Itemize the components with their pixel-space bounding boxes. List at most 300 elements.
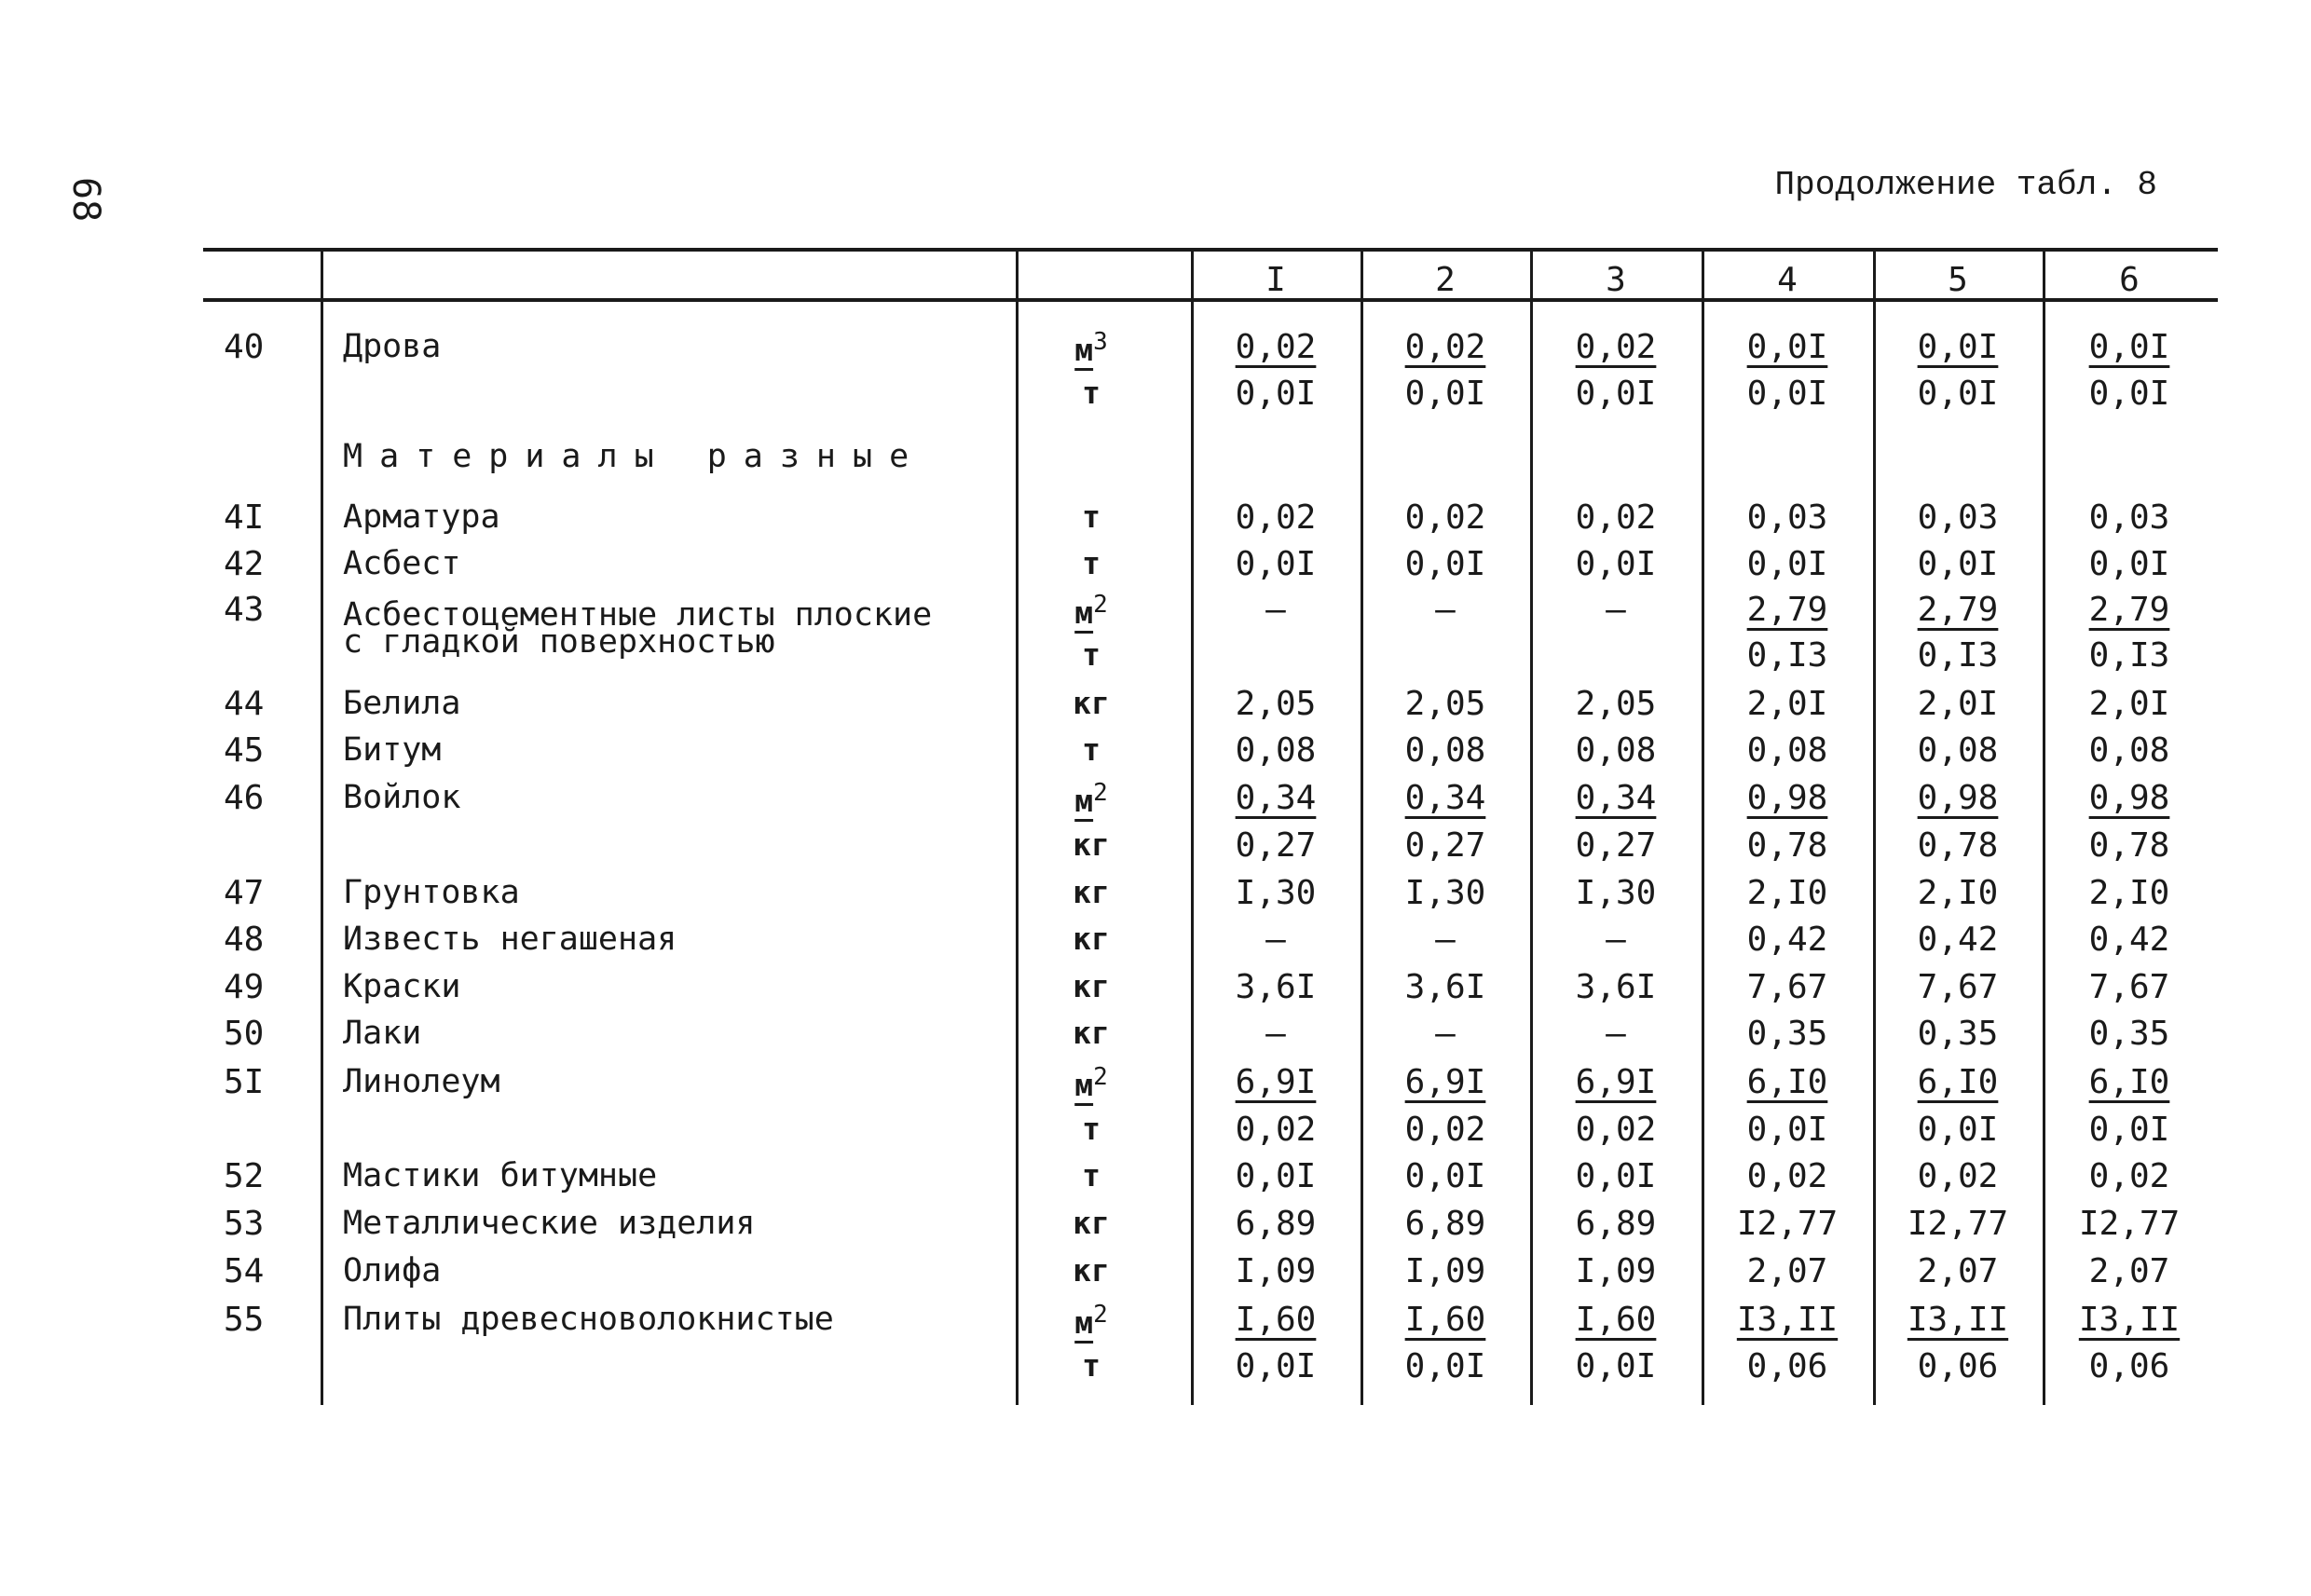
cell-value: [1874, 779, 2042, 817]
material-name: Белила: [343, 685, 461, 722]
cell-value: [2045, 921, 2213, 959]
table-row: [0, 731, 2311, 776]
cell-text: 0,42: [2088, 921, 2170, 959]
cell-text: 0,0I: [1917, 545, 1999, 583]
cell-text: 0,06: [1917, 1347, 1999, 1385]
material-name: Металлические изделия: [343, 1205, 756, 1242]
unit-label: [1053, 545, 1129, 581]
cell-text: I,30: [1235, 874, 1317, 912]
cell-text: 0,78: [2088, 826, 2170, 865]
cell-text: –: [1435, 1015, 1456, 1053]
cell-text: 0,06: [2088, 1347, 2170, 1385]
cell-value: [1874, 731, 2042, 770]
unit-base: кг: [1073, 874, 1110, 910]
cell-value: [1874, 375, 2042, 413]
cell-value: [2045, 685, 2213, 723]
cell-value: [1703, 826, 1871, 865]
cell-text: 0,0I: [1746, 1111, 1828, 1149]
cell-text: 2,79: [2088, 591, 2170, 629]
cell-value: [1874, 591, 2042, 629]
cell-text: 0,02: [1575, 498, 1657, 537]
row-number: 48: [224, 921, 265, 959]
cell-value: [1532, 1301, 1700, 1339]
cell-value: [1874, 1205, 2042, 1243]
table-row: [0, 685, 2311, 730]
cell-value: [2045, 1063, 2213, 1101]
cell-text: 0,0I: [1404, 545, 1486, 583]
cell-text: 6,9I: [1235, 1063, 1317, 1101]
cell-value: [1192, 1347, 1360, 1385]
material-name: Краски: [343, 968, 461, 1005]
material-name: Асбестоцементные листы плоские: [343, 596, 933, 634]
cell-value: [1532, 591, 1700, 629]
cell-text: 6,I0: [2088, 1063, 2170, 1101]
cell-text: I2,77: [1736, 1205, 1839, 1243]
table-row: [0, 328, 2311, 373]
table-row: [0, 1301, 2311, 1345]
cell-value: [2045, 968, 2213, 1006]
cell-text: 6,89: [1235, 1205, 1317, 1243]
cell-text: 0,35: [1917, 1015, 1999, 1053]
cell-value: [1703, 685, 1871, 723]
cell-text: 0,I3: [1917, 636, 1999, 675]
table-row: [0, 968, 2311, 1013]
cell-value: [2045, 498, 2213, 537]
cell-value: [1874, 636, 2042, 675]
cell-text: 6,I0: [1917, 1063, 1999, 1101]
unit-label: [1053, 1347, 1129, 1384]
cell-text: 0,08: [1404, 731, 1486, 770]
cell-text: 3,6I: [1235, 968, 1317, 1006]
unit-exponent: 2: [1093, 591, 1108, 619]
cell-text: 0,27: [1235, 826, 1317, 865]
cell-value: [1703, 779, 1871, 817]
cell-text: 0,02: [2088, 1157, 2170, 1195]
cell-value: [1874, 1157, 2042, 1195]
unit-label: [1053, 968, 1129, 1004]
cell-value: [1192, 498, 1360, 537]
cell-text: I,09: [1404, 1252, 1486, 1290]
cell-value: [1532, 685, 1700, 723]
cell-text: 0,03: [1746, 498, 1828, 537]
cell-text: 0,0I: [1235, 545, 1317, 583]
cell-value: [1874, 498, 2042, 537]
cell-text: I3,II: [1907, 1301, 2009, 1339]
cell-value: [1361, 874, 1529, 912]
table-row: [0, 498, 2311, 543]
cell-text: –: [1265, 1015, 1286, 1053]
cell-text: 0,0I: [2088, 328, 2170, 366]
cell-text: 2,0I: [1746, 685, 1828, 723]
cell-value: [1361, 498, 1529, 537]
cell-text: 0,0I: [2088, 375, 2170, 413]
cell-value: [1703, 1015, 1871, 1053]
cell-text: 0,02: [1404, 498, 1486, 537]
unit-base: кг: [1073, 1205, 1110, 1241]
cell-text: 0,02: [1575, 1111, 1657, 1149]
cell-text: I,30: [1575, 874, 1657, 912]
cell-value: [2045, 1111, 2213, 1149]
cell-value: [1703, 636, 1871, 675]
cell-text: –: [1265, 591, 1286, 629]
unit-label: [1053, 1205, 1129, 1241]
cell-text: –: [1435, 591, 1456, 629]
unit-label: [1053, 591, 1129, 631]
cell-value: [1192, 591, 1360, 629]
material-name: Грунтовка: [343, 874, 520, 911]
cell-value: [1192, 1015, 1360, 1053]
cell-text: 0,I3: [2088, 636, 2170, 675]
unit-label: [1053, 921, 1129, 957]
cell-value: [1703, 1301, 1871, 1339]
material-name: Войлок: [343, 779, 461, 816]
row-number: 49: [224, 968, 265, 1006]
unit-base: т: [1082, 1111, 1101, 1147]
table-row: [0, 874, 2311, 919]
unit-base: кг: [1073, 968, 1110, 1004]
cell-text: –: [1606, 921, 1626, 959]
row-number: 45: [224, 731, 265, 770]
cell-value: [1532, 1015, 1700, 1053]
cell-text: 2,0I: [1917, 685, 1999, 723]
cell-text: 0,34: [1235, 779, 1317, 817]
cell-text: 0,02: [1235, 1111, 1317, 1149]
cell-text: 0,0I: [1404, 1347, 1486, 1385]
unit-label: [1053, 874, 1129, 910]
cell-value: [1532, 1347, 1700, 1385]
cell-value: [2045, 545, 2213, 583]
cell-text: 0,27: [1404, 826, 1486, 865]
cell-value: [1361, 1111, 1529, 1149]
cell-text: 0,03: [2088, 498, 2170, 537]
material-name: Лаки: [343, 1015, 422, 1052]
cell-value: [1703, 1347, 1871, 1385]
cell-value: [2045, 731, 2213, 770]
cell-value: [1532, 1157, 1700, 1195]
cell-text: 0,0I: [1404, 1157, 1486, 1195]
cell-value: [1874, 545, 2042, 583]
cell-value: [2045, 1252, 2213, 1290]
cell-value: [1532, 968, 1700, 1006]
cell-text: 0,06: [1746, 1347, 1828, 1385]
cell-value: [1361, 685, 1529, 723]
cell-value: [1192, 921, 1360, 959]
unit-label: [1053, 1063, 1129, 1103]
cell-value: [1192, 545, 1360, 583]
unit-label: [1053, 636, 1129, 673]
unit-label: [1053, 685, 1129, 721]
cell-value: [2045, 375, 2213, 413]
cell-value: [1361, 1347, 1529, 1385]
table-row: [0, 623, 2311, 681]
unit-base: м: [1074, 1067, 1094, 1103]
cell-text: 0,0I: [1575, 375, 1657, 413]
column-header-3: 3: [1606, 261, 1626, 299]
cell-value: [1361, 1252, 1529, 1290]
cell-text: 0,0I: [2088, 1111, 2170, 1149]
cell-text: 0,42: [1917, 921, 1999, 959]
cell-value: [1874, 1301, 2042, 1339]
cell-value: [1703, 1063, 1871, 1101]
cell-value: [2045, 779, 2213, 817]
table-row: [0, 1111, 2311, 1155]
cell-value: [1532, 874, 1700, 912]
cell-text: 0,0I: [1917, 328, 1999, 366]
cell-value: [1192, 375, 1360, 413]
cell-text: 0,0I: [1575, 545, 1657, 583]
cell-value: [1361, 1015, 1529, 1053]
unit-base: кг: [1073, 1015, 1110, 1051]
cell-text: 0,42: [1746, 921, 1828, 959]
cell-value: [1703, 1252, 1871, 1290]
cell-text: 2,I0: [1917, 874, 1999, 912]
cell-text: 3,6I: [1404, 968, 1486, 1006]
cell-text: 0,0I: [1404, 375, 1486, 413]
table-row: [0, 826, 2311, 871]
cell-value: [1361, 921, 1529, 959]
cell-value: [1703, 921, 1871, 959]
cell-value: [1361, 375, 1529, 413]
cell-text: 6,89: [1575, 1205, 1657, 1243]
cell-text: I3,II: [1736, 1301, 1839, 1339]
cell-value: [1874, 1015, 2042, 1053]
cell-text: I,30: [1404, 874, 1486, 912]
cell-text: 0,08: [1746, 731, 1828, 770]
row-number: 50: [224, 1015, 265, 1053]
table-row: [0, 1347, 2311, 1392]
cell-value: [1532, 1063, 1700, 1101]
cell-value: [1874, 1111, 2042, 1149]
cell-text: 6,I0: [1746, 1063, 1828, 1101]
cell-text: 0,0I: [1746, 545, 1828, 583]
cell-value: [1874, 328, 2042, 366]
cell-value: [1192, 968, 1360, 1006]
section-title: Материалы разные: [343, 438, 926, 475]
cell-value: [1703, 498, 1871, 537]
cell-text: I,60: [1235, 1301, 1317, 1339]
cell-value: [1192, 1157, 1360, 1195]
cell-text: 0,I3: [1746, 636, 1828, 675]
unit-exponent: 2: [1093, 1063, 1108, 1091]
cell-value: [1874, 826, 2042, 865]
cell-value: [1532, 1252, 1700, 1290]
page-number: 68: [64, 177, 107, 223]
material-name: Дрова: [343, 328, 442, 365]
cell-value: [1361, 1157, 1529, 1195]
cell-value: [1192, 1252, 1360, 1290]
cell-text: 0,78: [1917, 826, 1999, 865]
cell-value: [1192, 1301, 1360, 1339]
cell-text: 0,02: [1404, 328, 1486, 366]
cell-text: 7,67: [1746, 968, 1828, 1006]
unit-base: т: [1082, 545, 1101, 581]
material-name: Асбест: [343, 545, 461, 582]
cell-text: I,60: [1575, 1301, 1657, 1339]
unit-label: [1053, 1111, 1129, 1147]
cell-text: 0,98: [1746, 779, 1828, 817]
cell-text: 0,98: [1917, 779, 1999, 817]
table-row: [0, 375, 2311, 419]
table-row: [0, 1157, 2311, 1202]
cell-text: 0,35: [2088, 1015, 2170, 1053]
cell-text: I,09: [1575, 1252, 1657, 1290]
table-row: [0, 921, 2311, 965]
cell-value: [1192, 731, 1360, 770]
cell-value: [1361, 1301, 1529, 1339]
cell-value: [2045, 591, 2213, 629]
unit-base: кг: [1073, 921, 1110, 957]
cell-text: 0,0I: [1235, 1157, 1317, 1195]
cell-value: [2045, 1015, 2213, 1053]
cell-value: [1361, 591, 1529, 629]
table-row: [0, 1015, 2311, 1059]
cell-value: [1192, 826, 1360, 865]
cell-text: 2,05: [1235, 685, 1317, 723]
cell-value: [1532, 1205, 1700, 1243]
material-name: Линолеум: [343, 1063, 500, 1100]
unit-base: т: [1082, 636, 1101, 673]
cell-value: [1532, 545, 1700, 583]
cell-text: 2,I0: [1746, 874, 1828, 912]
cell-text: 0,02: [1575, 328, 1657, 366]
cell-text: I3,II: [2078, 1301, 2181, 1339]
cell-text: 0,0I: [1746, 328, 1828, 366]
unit-base: т: [1082, 375, 1101, 411]
unit-label: [1053, 1157, 1129, 1194]
unit-base: м: [1074, 1304, 1094, 1341]
cell-text: 0,0I: [1575, 1157, 1657, 1195]
unit-base: м: [1074, 783, 1094, 819]
table-row: [0, 545, 2311, 590]
cell-value: [1192, 1111, 1360, 1149]
row-number: 52: [224, 1157, 265, 1195]
cell-value: [2045, 636, 2213, 675]
unit-label: [1053, 498, 1129, 535]
column-header-6: 6: [2119, 261, 2140, 299]
cell-text: 0,0I: [1917, 1111, 1999, 1149]
cell-value: [1874, 1252, 2042, 1290]
cell-text: 2,05: [1404, 685, 1486, 723]
unit-base: т: [1082, 1157, 1101, 1194]
material-name: Олифа: [343, 1252, 442, 1289]
row-number: 54: [224, 1252, 265, 1290]
cell-text: 2,79: [1746, 591, 1828, 629]
cell-value: [2045, 1205, 2213, 1243]
cell-value: [1192, 328, 1360, 366]
unit-base: кг: [1073, 826, 1110, 863]
cell-value: [1192, 779, 1360, 817]
cell-value: [1703, 874, 1871, 912]
cell-value: [1361, 1063, 1529, 1101]
cell-text: 6,9I: [1575, 1063, 1657, 1101]
cell-text: 0,0I: [1235, 375, 1317, 413]
cell-text: 0,02: [1404, 1111, 1486, 1149]
cell-text: 2,0I: [2088, 685, 2170, 723]
cell-text: 2,07: [1746, 1252, 1828, 1290]
cell-text: 6,9I: [1404, 1063, 1486, 1101]
cell-text: 0,34: [1575, 779, 1657, 817]
unit-label: [1053, 328, 1129, 368]
cell-value: [1361, 731, 1529, 770]
cell-text: 0,0I: [1575, 1347, 1657, 1385]
cell-value: [2045, 1347, 2213, 1385]
unit-base: кг: [1073, 685, 1110, 721]
cell-text: –: [1265, 921, 1286, 959]
cell-text: 0,02: [1917, 1157, 1999, 1195]
cell-text: 0,02: [1235, 498, 1317, 537]
cell-value: [1192, 1205, 1360, 1243]
cell-text: 0,0I: [2088, 545, 2170, 583]
row-number: 53: [224, 1205, 265, 1243]
cell-text: 7,67: [2088, 968, 2170, 1006]
cell-text: 0,08: [1235, 731, 1317, 770]
cell-value: [1532, 498, 1700, 537]
cell-text: 0,02: [1235, 328, 1317, 366]
cell-value: [1703, 328, 1871, 366]
cell-value: [2045, 874, 2213, 912]
cell-value: [1874, 1347, 2042, 1385]
cell-value: [1361, 1205, 1529, 1243]
unit-label: [1053, 1015, 1129, 1051]
unit-exponent: 2: [1093, 779, 1108, 807]
cell-value: [2045, 1301, 2213, 1339]
cell-text: I,60: [1404, 1301, 1486, 1339]
row-number: 47: [224, 874, 265, 912]
section-heading-row: [0, 438, 2311, 483]
cell-text: 7,67: [1917, 968, 1999, 1006]
cell-text: 0,35: [1746, 1015, 1828, 1053]
unit-label: [1053, 1252, 1129, 1289]
cell-value: [1361, 826, 1529, 865]
cell-text: 0,08: [2088, 731, 2170, 770]
cell-value: [1361, 545, 1529, 583]
column-header-1: I: [1265, 261, 1286, 299]
cell-value: [1703, 375, 1871, 413]
cell-text: I2,77: [2078, 1205, 2181, 1243]
cell-value: [1703, 1111, 1871, 1149]
cell-text: 0,98: [2088, 779, 2170, 817]
table-row: [0, 1205, 2311, 1249]
cell-value: [1874, 921, 2042, 959]
cell-text: 0,0I: [1917, 375, 1999, 413]
unit-base: м: [1074, 332, 1094, 368]
unit-label: [1053, 1301, 1129, 1341]
cell-value: [1532, 826, 1700, 865]
material-name: с гладкой поверхностью: [343, 623, 775, 661]
cell-value: [1532, 1111, 1700, 1149]
cell-value: [1703, 1205, 1871, 1243]
cell-text: 0,27: [1575, 826, 1657, 865]
cell-text: 2,I0: [2088, 874, 2170, 912]
cell-value: [1532, 779, 1700, 817]
unit-exponent: 3: [1093, 328, 1108, 356]
unit-base: т: [1082, 1347, 1101, 1384]
cell-value: [1874, 685, 2042, 723]
unit-label: [1053, 375, 1129, 411]
unit-label: [1053, 826, 1129, 863]
cell-value: [1532, 375, 1700, 413]
cell-text: 0,0I: [1746, 375, 1828, 413]
cell-value: [1703, 731, 1871, 770]
material-name: Арматура: [343, 498, 500, 536]
cell-value: [1874, 1063, 2042, 1101]
cell-value: [1874, 874, 2042, 912]
cell-text: 0,0I: [1235, 1347, 1317, 1385]
cell-value: [1703, 968, 1871, 1006]
unit-label: [1053, 779, 1129, 819]
column-header-4: 4: [1777, 261, 1798, 299]
cell-text: 2,05: [1575, 685, 1657, 723]
